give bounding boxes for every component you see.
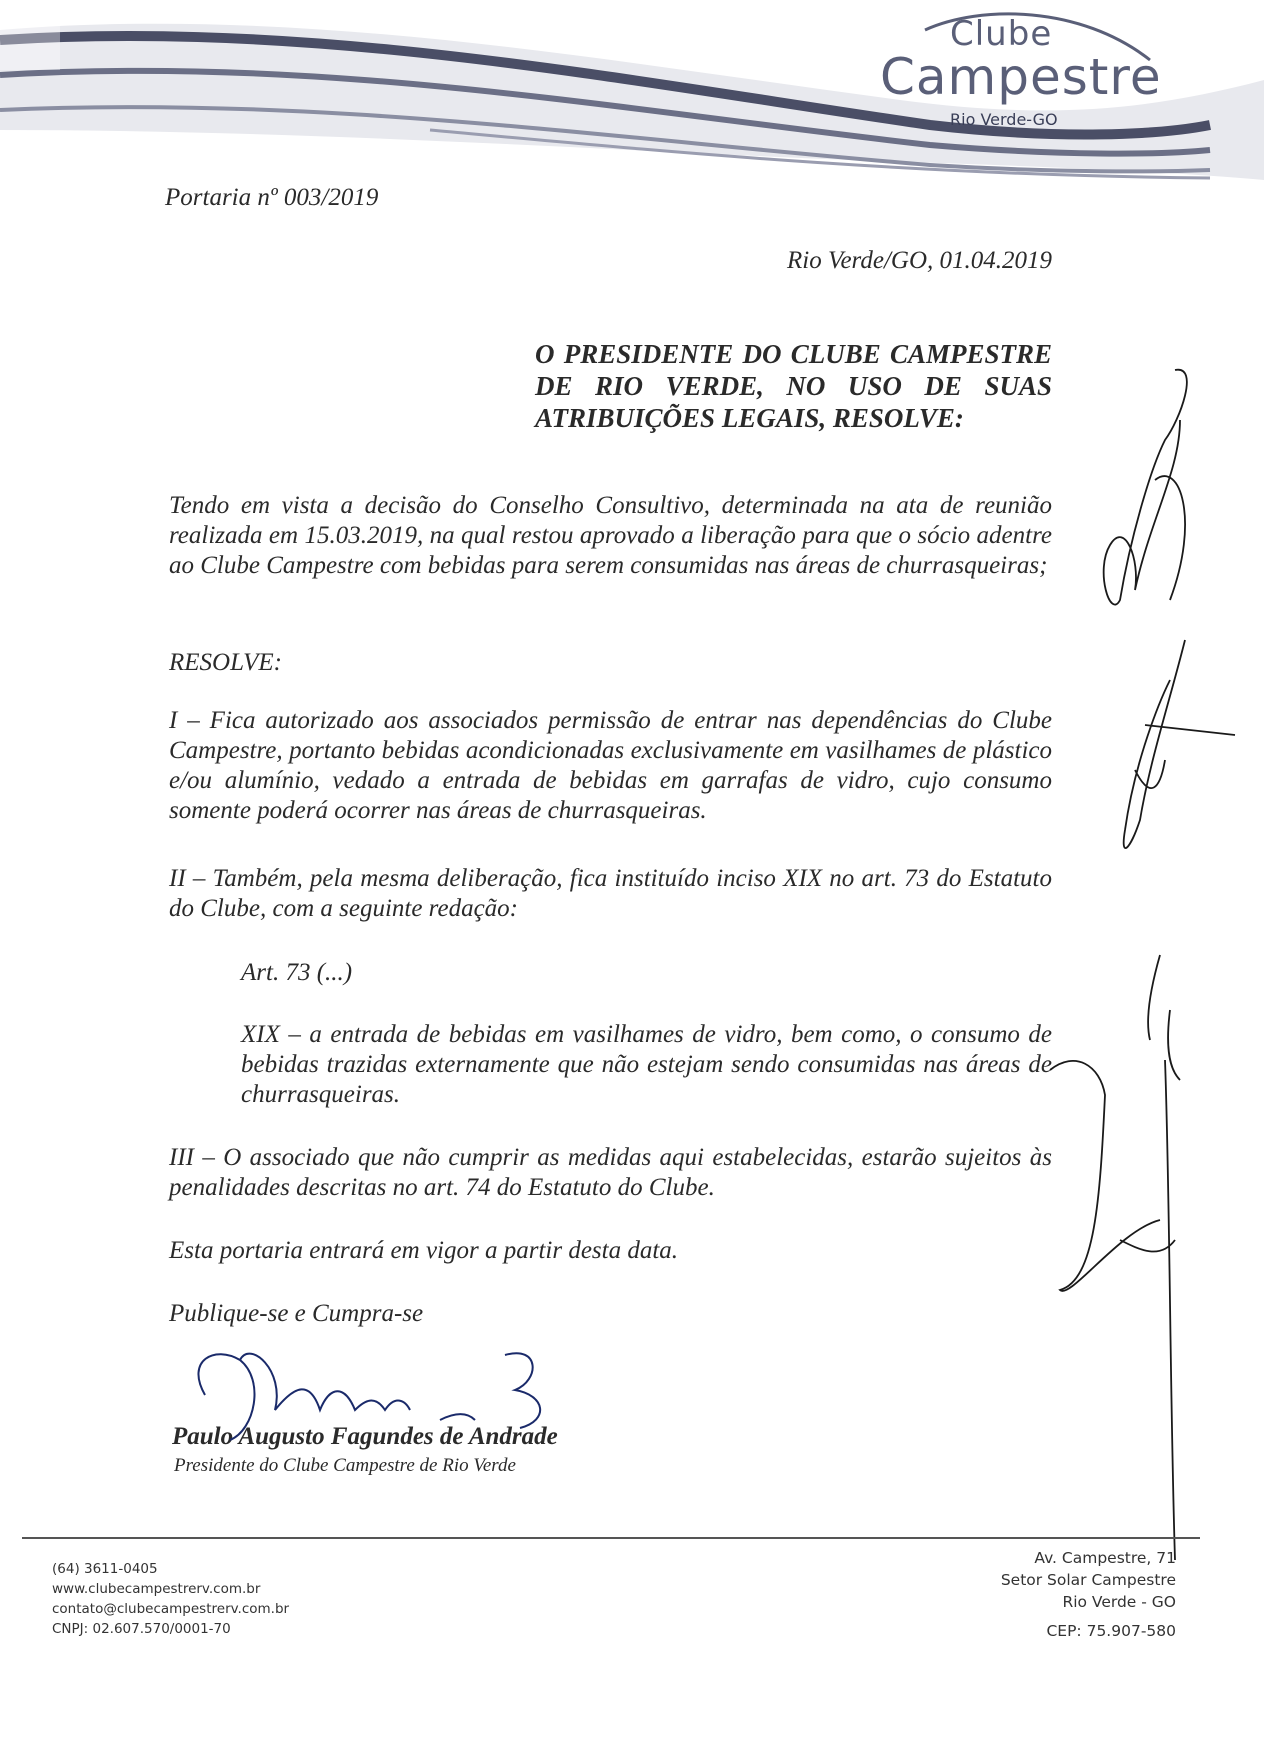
margin-initials-2 <box>1124 640 1235 848</box>
footer-divider <box>22 1537 1200 1539</box>
margin-initials-1 <box>1104 370 1187 605</box>
footer-email: contato@clubecampestrerv.com.br <box>52 1601 290 1617</box>
heading-line: ATRIBUIÇÕES LEGAIS, RESOLVE: <box>535 403 964 433</box>
item-ii-paragraph: II – Também, pela mesma deliberação, fica instituído inciso XIX no art. 73 do Estatuto do Clube, com a seguinte redação: <box>169 865 1052 922</box>
preamble-paragraph: Tendo em vista a decisão do Conselho Consultivo, determinada na ata de reunião realizada em 15.03.2019, na qual restou aprovado a liberação para que o sócio adentre ao Clube Campestre com bebidas para serem consumidas nas áreas de churrasqueiras; <box>169 492 1052 579</box>
item-iii-paragraph: III – O associado que não cumprir as medidas aqui estabelecidas, estarão sujeitos às penalidades descritas no art. 74 do Estatuto do Clube. <box>169 1144 1052 1201</box>
footer-address-line: Rio Verde - GO <box>1062 1593 1176 1611</box>
margin-initials-3 <box>1050 955 1180 1560</box>
logo-text-location: Rio Verde-GO <box>950 110 1058 129</box>
article-reference: Art. 73 (...) <box>241 959 353 986</box>
club-logo <box>870 14 1190 134</box>
footer-contact <box>52 1559 289 1639</box>
resolution-heading <box>535 338 1052 434</box>
footer-phone: (64) 3611-0405 <box>52 1561 158 1577</box>
document-number: Portaria nº 003/2019 <box>165 184 379 211</box>
resolve-label: RESOLVE: <box>169 649 282 676</box>
footer-address-line: Av. Campestre, 71 <box>1034 1549 1176 1567</box>
logo-text-main: Campestre <box>880 48 1162 106</box>
signatory-title: Presidente do Clube Campestre de Rio Verde <box>174 1455 516 1476</box>
signatory-name: Paulo Augusto Fagundes de Andrade <box>172 1423 558 1450</box>
footer-address <box>1001 1547 1176 1613</box>
article-xix-text: XIX – a entrada de bebidas em vasilhames de vidro, bem como, o consumo de bebidas trazidas externamente que não estejam sendo consumidas nas áreas de churrasqueiras. <box>241 1021 1052 1108</box>
heading-line: DE RIO VERDE, NO USO DE SUAS <box>535 371 1052 401</box>
footer-website: www.clubecampestrerv.com.br <box>52 1581 261 1597</box>
effective-date-paragraph: Esta portaria entrará em vigor a partir desta data. <box>169 1237 679 1264</box>
footer-cep: CEP: 75.907-580 <box>1046 1622 1176 1640</box>
item-i-paragraph: I – Fica autorizado aos associados permissão de entrar nas dependências do Clube Campestre, portanto bebidas acondicionadas exclusivamente em vasilhames de plástico e/ou alumínio, vedado a entrada de bebidas em garrafas de vidro, cujo consumo somente poderá ocorrer nas áreas de churrasqueiras. <box>169 707 1052 824</box>
logo-text-top: Clube <box>950 14 1053 54</box>
document-date: Rio Verde/GO, 01.04.2019 <box>786 247 1052 274</box>
closing-phrase: Publique-se e Cumpra-se <box>169 1300 424 1327</box>
footer-address-line: Setor Solar Campestre <box>1000 1571 1176 1589</box>
heading-line: O PRESIDENTE DO CLUBE CAMPESTRE <box>535 339 1052 369</box>
footer-cnpj: CNPJ: 02.607.570/0001-70 <box>52 1621 231 1637</box>
